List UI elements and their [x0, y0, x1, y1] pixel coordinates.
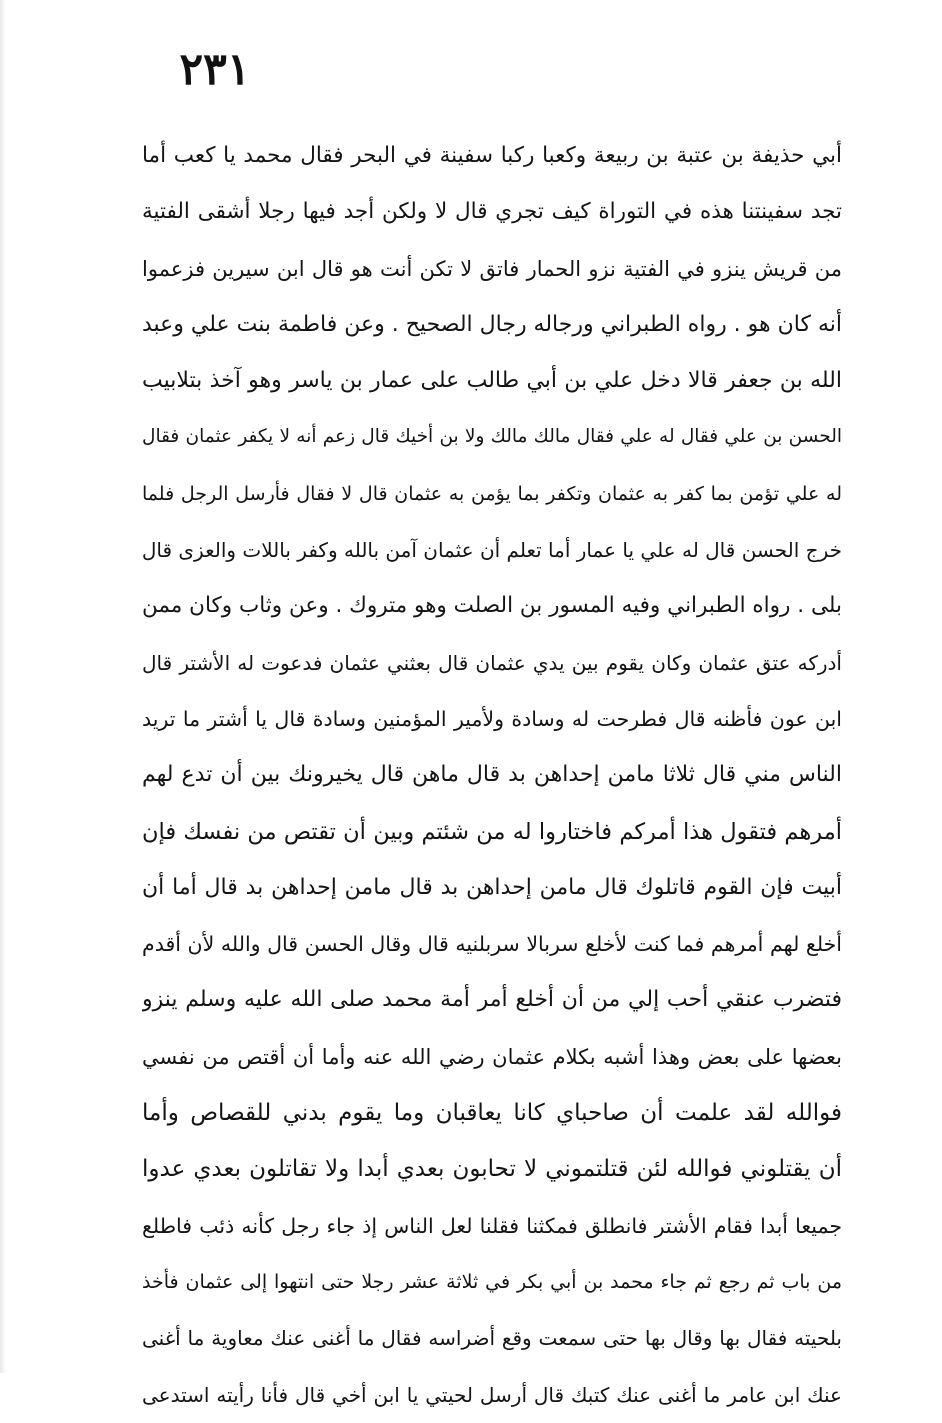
- text-line-13: أمرهم فتقول هذا أمركم فاختاروا له من شئتم وبين أن تقتص من نفسك فإن: [142, 818, 842, 845]
- text-line-21: من باب ثم رجع ثم جاء محمد بن أبي بكر في ثلاثة عشر رجلا حتى انتهوا إلى عثمان فأخذ: [142, 1270, 842, 1293]
- text-line-1: أبي حذيفة بن عتبة بن ربيعة وكعبا ركبا سفينة في البحر فقال محمد يا كعب أما: [142, 143, 842, 168]
- text-line-17: بعضها على بعض وهذا أشبه بكلام عثمان رضي الله عنه وأما أن أقتص من نفسي: [142, 1044, 842, 1069]
- text-line-22: بلحيته فقال بها وقال بها حتى سمعت وقع أضراسه فقال ما أغنى عنك معاوية ما أغنى: [142, 1326, 842, 1351]
- text-line-20: جميعا أبدا فقام الأشتر فانطلق فمكثنا فقلنا لعل الناس إذ جاء رجل كأنه ذئب فاطلع: [142, 1213, 842, 1238]
- text-line-8: خرج الحسن قال له علي يا عمار أما تعلم أن عثمان آمن بالله وكفر باللات والعزى قال: [142, 538, 842, 563]
- text-line-5: الله بن جعفر قالا دخل علي بن أبي طالب على عمار بن ياسر وهو آخذ بتلابيب: [142, 368, 842, 394]
- page-edge-shadow: [0, 0, 6, 1373]
- text-line-2: تجد سفينتنا هذه في التوراة كيف تجري قال لا ولكن أجد فيها رجلا أشقى الفتية: [142, 199, 842, 225]
- text-line-19: أن يقتلوني فوالله لئن قتلتموني لا تحابون بعدي أبدا ولا تقاتلون بعدي عدوا: [142, 1156, 842, 1183]
- text-line-15: أخلع لهم أمرهم فما كنت لأخلع سربالا سربلنيه قال وقال الحسن قال والله لأن أقدم: [142, 932, 842, 957]
- text-line-12: الناس مني قال ثلاثا مامن إحداهن بد قال ماهن قال يخيرونك بين أن تدع لهم: [142, 762, 842, 788]
- text-line-4: أنه كان هو . رواه الطبراني ورجاله رجال الصحيح . وعن فاطمة بنت علي وعبد: [142, 311, 842, 337]
- text-line-9: بلى . رواه الطبراني وفيه المسور بن الصلت وهو متروك . وعن وثاب وكان ممن: [142, 593, 842, 619]
- text-line-14: أبيت فإن القوم قاتلوك قال مامن إحداهن بد قال مامن إحداهن بد قال أما أن: [142, 874, 842, 900]
- text-line-23: عنك ابن عامر ما أغنى عنك كتبك قال أرسل لحيتي يا ابن أخي قال فأنا رأيته استدعى: [142, 1382, 842, 1407]
- text-line-3: من قريش ينزو في الفتية نزو الحمار فاتق لا تكن أنت هو قال ابن سيرين فزعموا: [142, 256, 842, 281]
- body-text: [142, 128, 842, 1423]
- text-line-18: فوالله لقد علمت أن صاحباي كانا يعاقبان وما يقوم بدني للقصاص وأما: [142, 1100, 842, 1127]
- text-line-10: أدركه عتق عثمان وكان يقوم بين يدي عثمان قال بعثني عثمان فدعوت له الأشتر قال: [142, 650, 842, 675]
- text-line-6: الحسن بن علي فقال له علي فقال مالك مالك ولا بن أخيك قال زعم أنه لا يكفر عثمان فقال: [142, 426, 842, 448]
- text-line-11: ابن عون فأظنه قال فطرحت له وسادة ولأمير المؤمنين وسادة قال يا أشتر ما تريد: [142, 706, 842, 731]
- text-line-16: فتضرب عنقي أحب إلي من أن أخلع أمر أمة محمد صلى الله عليه وسلم ينزو: [142, 987, 842, 1013]
- page-number: ٢٣١: [179, 44, 251, 95]
- text-line-7: له علي تؤمن بما كفر به عثمان وتكفر بما يؤمن به عثمان قال لا فقال فأرسل الرجل فلما: [142, 482, 842, 505]
